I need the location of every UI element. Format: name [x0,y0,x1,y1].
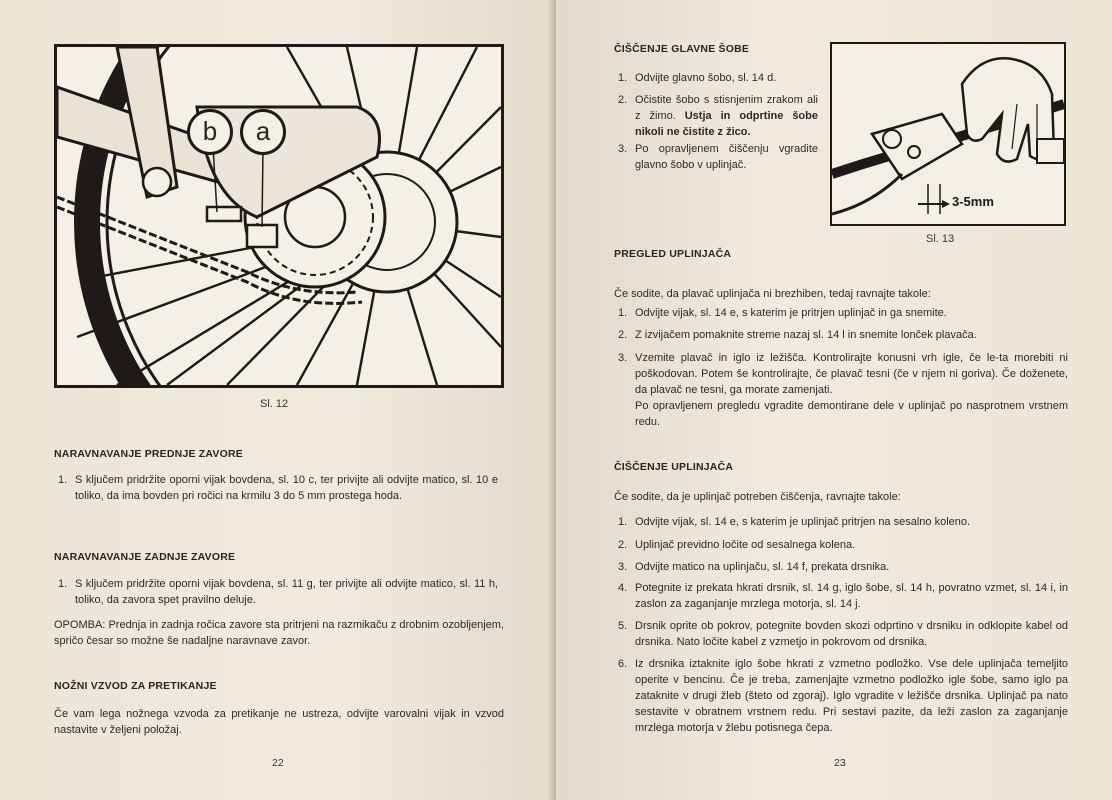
step-text: Po opravljenem čiščenju vgradite glavno šobo v uplinjač. [635,143,818,171]
inspection-step-3 [618,350,1068,430]
cleaning-step-6 [618,656,1068,736]
cleaning-step-2 [618,537,1068,553]
heading-main-jet-cleaning: ČIŠČENJE GLAVNE ŠOBE [614,43,750,55]
step-number: 3. [618,352,628,364]
step-text: Potegnite iz prekata hkrati drsnik, sl. 14 g, iglo šobe, sl. 14 h, povratno vzmet, sl. 14 i, in zaslon za zaganjanje mrzlega motorja, sl. 14 j. [635,582,1068,610]
step-number: 2. [618,329,628,341]
figure-12-caption: Sl. 12 [260,398,289,410]
step-text-part1: Vzemite plavač in iglo iz ležišča. Kontrolirajte konusni vrh igle, če le-ta morebiti ni poškodovan. Potem še kontrolirajte, če plavač tesni (če v njem ni goriva). Če doženete, da plavač ne tesni, ga morate zamenjati. [635,352,1068,396]
carburetor-inspection-intro: Če sodite, da plavač uplinjača ni brezhiben, tedaj ravnajte takole: [614,288,931,300]
step-text: Iz drsnika iztaknite iglo šobe hkrati z vzmetno podložko. Vse dele uplinjača temeljito operite v bencinu. Če je treba, zamenjajte vzmetno podložko igle šobe, samo iglo pa zataknite v drugi žleb (šteto od zgoraj). Iglo vgradite v ležišče drsnika. Uplinjač pa nato sestavite v obratnem vrstnem redu. Pri sestavi pazite, da leži zaslon za zaganjanje mrzlega motorja v žlebu potisnega čepa. [635,658,1068,734]
measurement-label: 3-5mm [952,194,994,209]
cleaning-step-5 [618,618,1068,650]
heading-front-brake: NARAVNAVANJE PREDNJE ZAVORE [54,448,243,460]
figure-12-rear-wheel-illustration [54,44,504,388]
cleaning-step-3 [618,559,1068,575]
step-number: 3. [618,143,628,155]
heading-rear-brake: NARAVNAVANJE ZADNJE ZAVORE [54,551,236,563]
heading-carburetor-cleaning: ČIŠČENJE UPLINJAČA [614,461,734,473]
step-number: 2. [618,94,628,106]
rear-wheel-drawing [57,47,501,385]
step-text: S ključem pridržite oporni vijak bovdena, sl. 11 g, ter privijte ali odvijte matico, sl. 11 h, toliko, da zavora spet pravilno deluje. [75,578,498,606]
step-text-warning: Ustja in odprtine šobe nikoli ne čistite z žico. [635,110,818,138]
inspection-step-1 [618,305,1068,321]
brake-note: OPOMBA: Prednja in zadnja ročica zavore sta pritrjeni na razmikaču z drobnim ozobljenjem, spričo česar so možne še nadaljne naravnave zavor. [54,619,504,647]
foot-shift-lever-text: Če vam lega nožnega vzvoda za pretikanje ne ustreza, odvijte varovalni vijak in vzvod nastavite v željeni položaj. [54,708,504,736]
rear-brake-step-1 [58,576,498,608]
page-number-right: 23 [834,757,846,769]
step-number: 5. [618,620,628,632]
page-number-left: 22 [272,757,284,769]
step-text: Odvijte matico na uplinjaču, sl. 14 f, prekata drsnika. [635,561,890,573]
main-jet-step-1 [618,70,818,86]
figure-13-caption: Sl. 13 [926,233,955,245]
step-text: Z izvijačem pomaknite streme nazaj sl. 14 l in snemite lonček plavača. [635,329,977,341]
front-brake-step-1 [58,472,498,504]
step-text-normal: Očistite šobo s stisnjenim zrakom ali z žimo. [635,94,818,122]
step-number: 1. [618,72,628,84]
step-text-part2: Po opravljenem pregledu vgradite demontirane dele v uplinjač po nasprotnem vrstnem redu. [635,400,1068,428]
step-text [635,92,818,140]
callout-b: b [187,109,233,155]
brake-lever-drawing [832,44,1064,224]
step-number: 2. [618,539,628,551]
step-text: S ključem pridržite oporni vijak bovdena, sl. 10 c, ter privijte ali odvijte matico, sl. 10 e toliko, da ima bovden pri ročici na krmilu 3 do 5 mm prostega hoda. [75,474,498,502]
step-text: Odvijte glavno šobo, sl. 14 d. [635,72,777,84]
heading-foot-shift-lever: NOŽNI VZVOD ZA PRETIKANJE [54,680,217,692]
step-text [635,350,1068,430]
inspection-step-2 [618,327,1068,343]
step-number: 6. [618,658,628,670]
step-number: 1. [618,516,628,528]
cleaning-step-4 [618,580,1068,612]
figure-13-brake-lever-illustration [830,42,1066,226]
step-number: 3. [618,561,628,573]
carburetor-cleaning-intro: Če sodite, da je uplinjač potreben čiščenja, ravnajte takole: [614,491,901,503]
step-text: Odvijte vijak, sl. 14 e, s katerim je pritrjen uplinjač in ga snemite. [635,307,947,319]
main-jet-step-3 [618,141,818,173]
step-text: Odvijte vijak, sl. 14 e, s katerim je uplinjač pritrjen na sesalno koleno. [635,516,971,528]
callout-a: a [240,109,286,155]
heading-carburetor-inspection: PREGLED UPLINJAČA [614,248,732,260]
step-number: 1. [618,307,628,319]
main-jet-step-2 [618,92,818,140]
step-number: 4. [618,582,628,594]
step-text: Drsnik oprite ob pokrov, potegnite bovden skozi odprtino v drsniku in odklopite kabel od drsnika. Nato ločite kabel z vzmetjo in pokrovom od drsnika. [635,620,1068,648]
cleaning-step-1 [618,514,1068,530]
step-text: Uplinjač previdno ločite od sesalnega kolena. [635,539,856,551]
step-number: 1. [58,578,68,590]
step-number: 1. [58,474,68,486]
